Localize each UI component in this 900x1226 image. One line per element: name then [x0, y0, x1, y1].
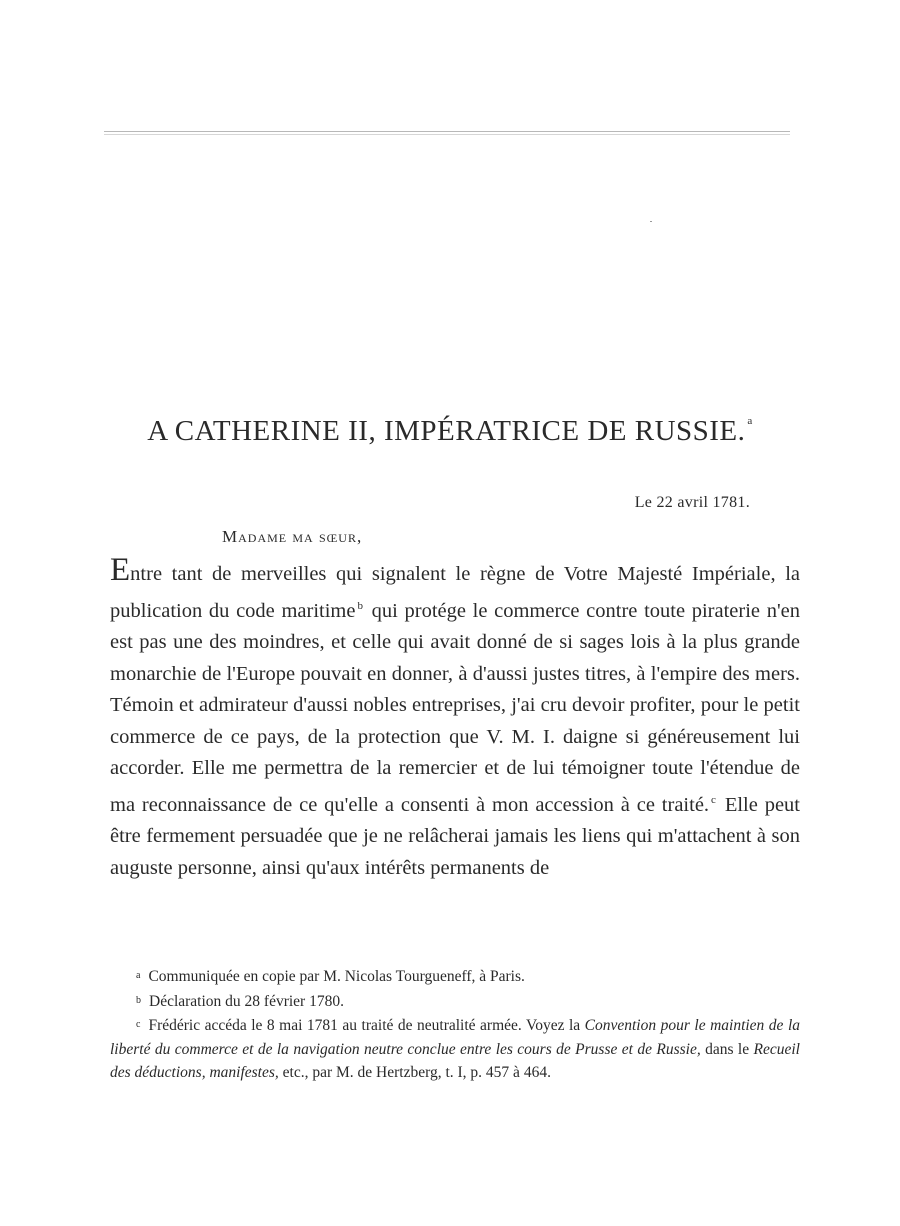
letter-date: Le 22 avril 1781.	[634, 494, 750, 511]
letter-body	[110, 552, 801, 884]
footnote-c	[110, 1013, 800, 1085]
footnote-a-text: Communiquée en copie par M. Nicolas Tourgueneff, à Paris.	[148, 968, 525, 985]
footnote-a-mark: a	[136, 970, 141, 981]
footnote-b-text: Déclaration du 28 février 1780.	[149, 992, 344, 1010]
footnote-c-italic-2: Recueil des déductions, manifestes,	[110, 1040, 800, 1081]
footnote-mark-c: c	[711, 793, 716, 806]
top-rule-shadow	[104, 134, 790, 135]
salutation: Madame ma sœur,	[222, 527, 363, 546]
top-rule	[104, 131, 790, 132]
footnote-c-mark: c	[136, 1019, 141, 1030]
footnote-c-text-3: etc., par M. de Hertzberg, t. I, p. 457 à 464.	[278, 1064, 551, 1081]
letter-title	[0, 415, 900, 448]
footnote-c-text-1: Frédéric accéda le 8 mai 1781 au traité de neutralité armée. Voyez la	[148, 1017, 585, 1034]
footnotes	[110, 964, 800, 1085]
footnote-c-text-2: dans le	[700, 1040, 754, 1058]
title-footnote-mark: a	[747, 415, 753, 427]
body-part-2: qui protége le commerce contre toute piraterie n'en est pas une des moindres, et celle qui avait donné de si sages lois à la plus grande monarchie de l'Europe pouvait en donner, à d'aussi justes titres, à l'empire des mers. Témoin et admirateur d'aussi nobles entreprises, j'ai cru devoir profiter, pour le petit commerce de ce pays, de la protection que V. M. I. daigne si généreusement lui accorder. Elle me permettra de la remercier et de lui témoigner toute l'étendue de ma reconnaissance de ce qu'elle a consenti à mon accession à ce traité.	[110, 599, 800, 816]
body-part-3: Elle peut être fermement persuadée que je ne relâcherai jamais les liens qui m'attachent à son auguste personne, ainsi qu'aux intérêts permanents de	[110, 793, 801, 879]
title-text: A CATHERINE II, IMPÉRATRICE DE RUSSIE.	[147, 415, 746, 447]
footnote-c-italic-1: Convention pour le maintien de la liberté du commerce et de la navigation neutre conclue entre les cours de Prusse et de Russie,	[110, 1017, 800, 1058]
footnote-b-mark: b	[136, 994, 141, 1006]
print-speck	[650, 221, 652, 222]
body-part-1: ntre tant de merveilles qui signalent le règne de Votre Majesté Impériale, la publication du code maritime	[110, 563, 800, 622]
footnote-mark-b: b	[357, 599, 363, 612]
drop-cap: E	[110, 552, 131, 588]
footnote-a	[110, 964, 800, 989]
footnote-b	[110, 989, 800, 1014]
